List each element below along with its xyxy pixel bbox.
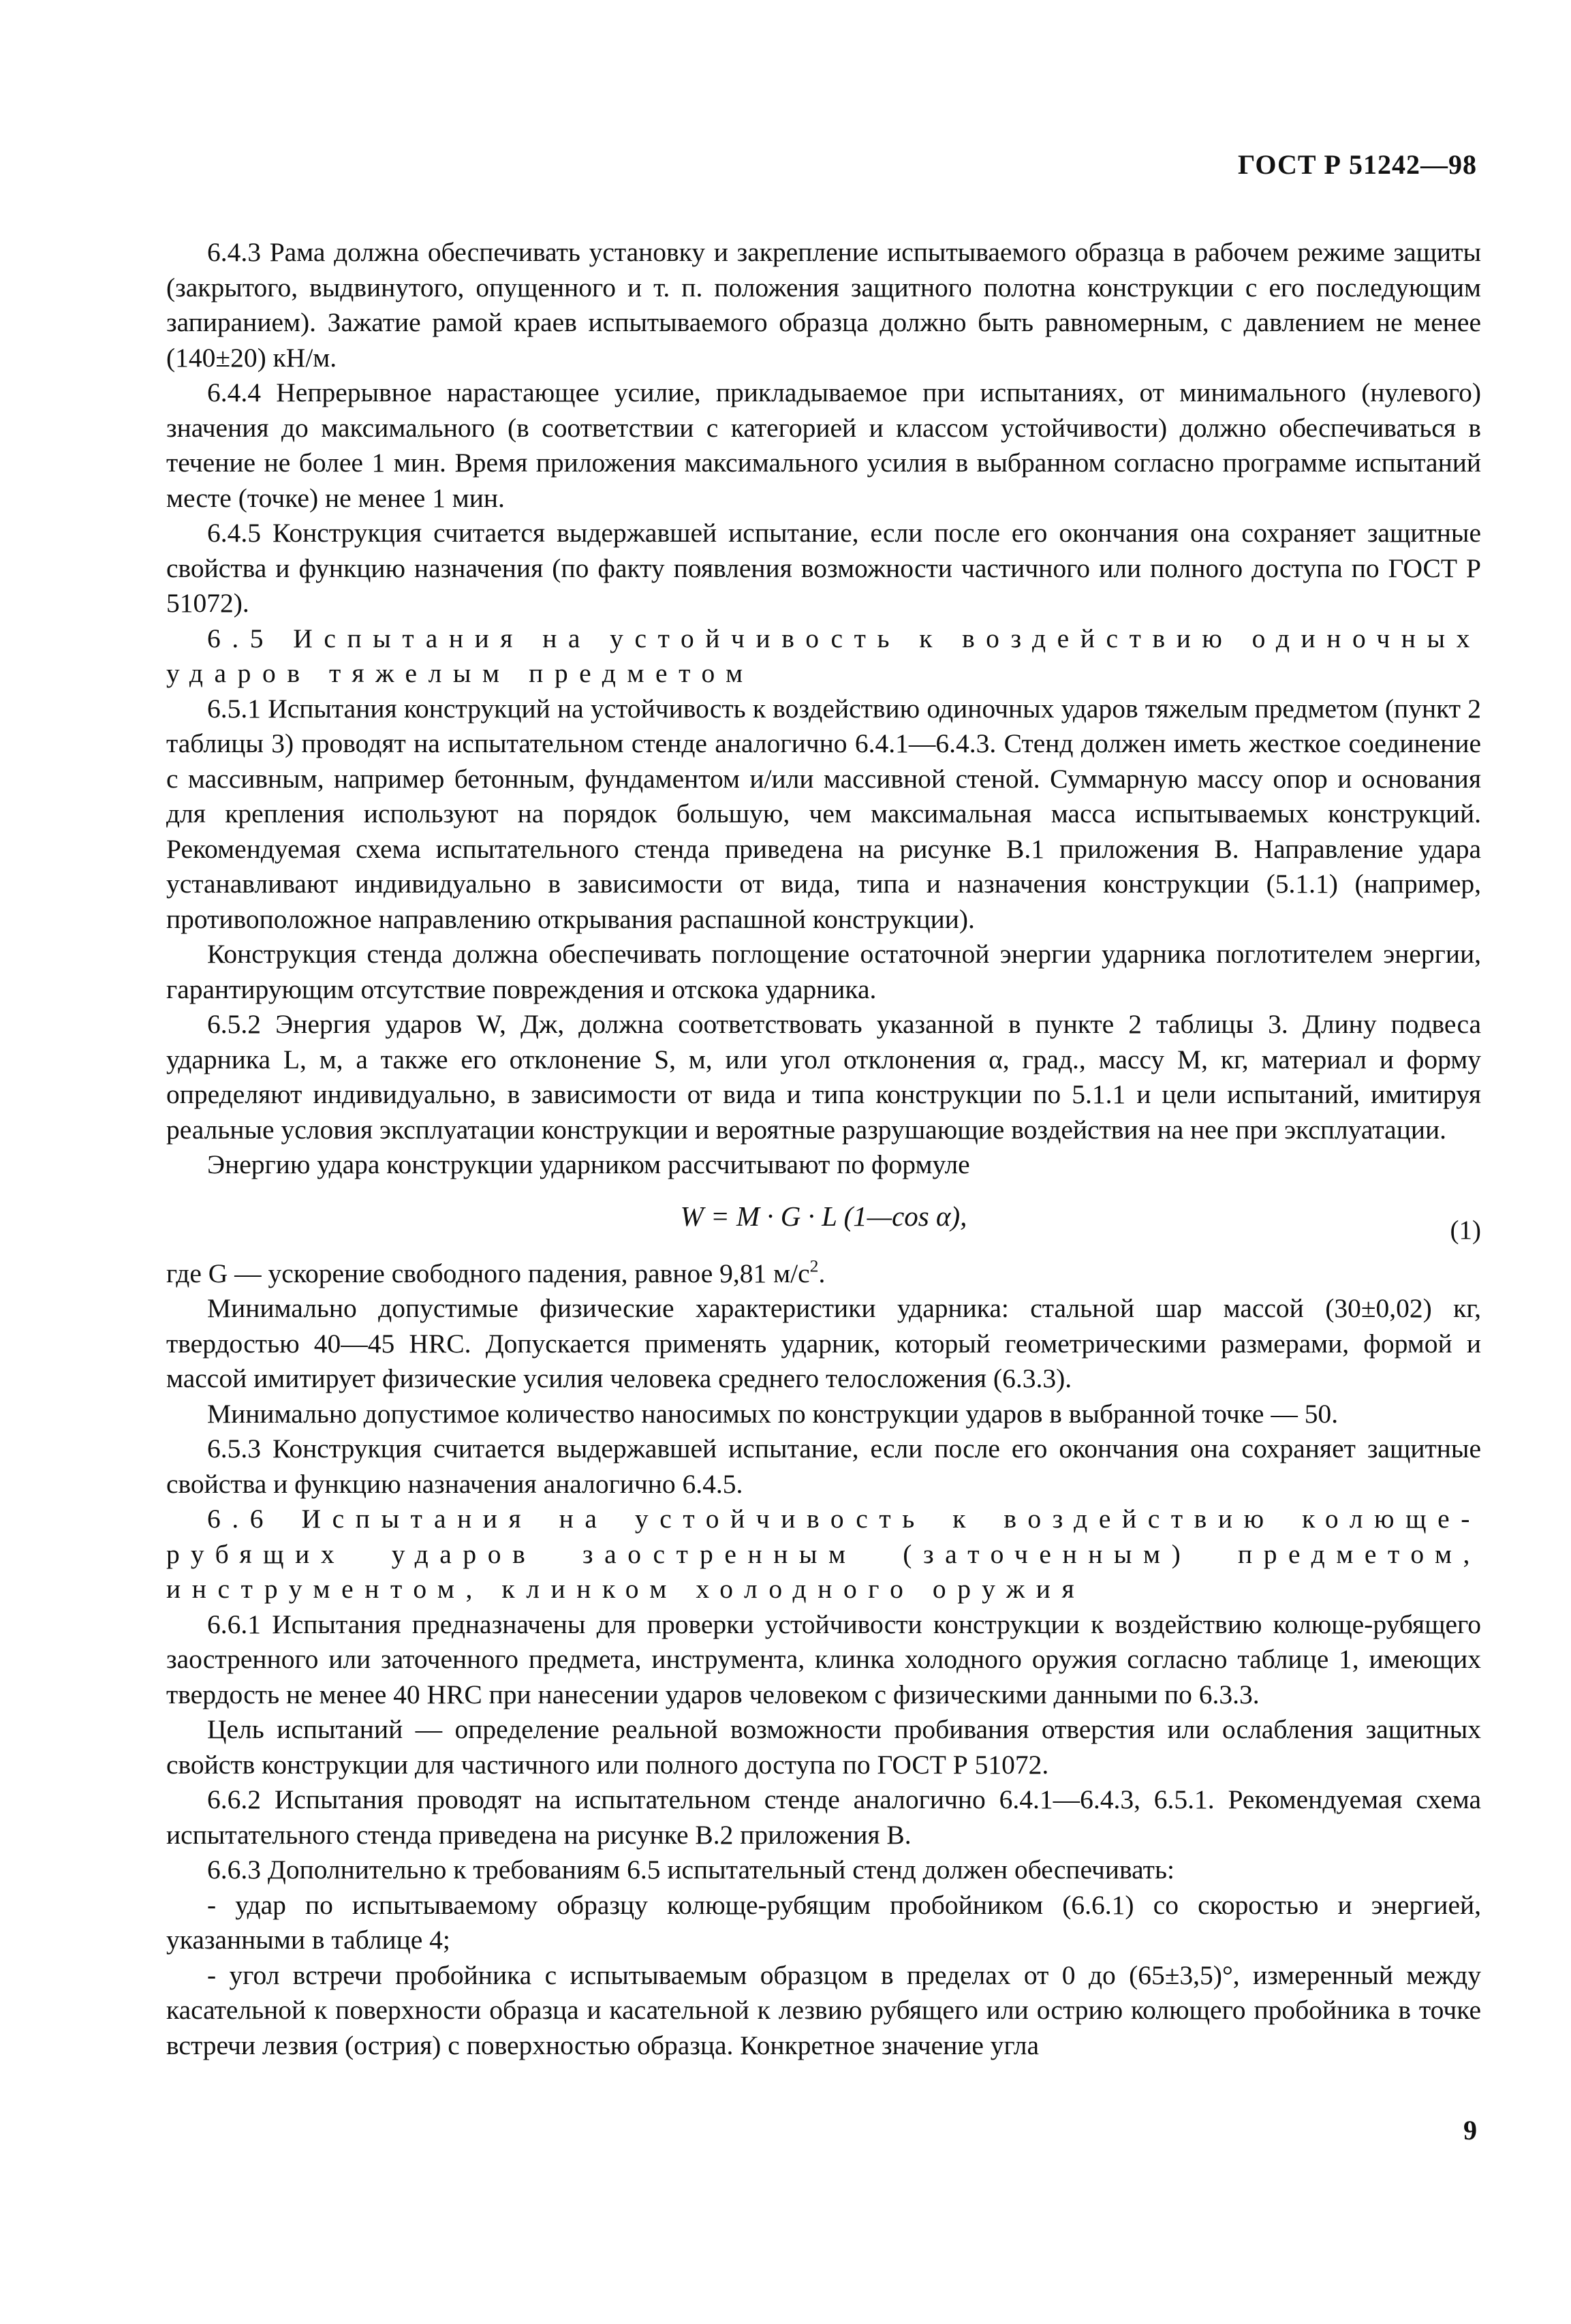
paragraph-6-4-5: 6.4.5 Конструкция считается выдержавшей испытание, если после его окончания она сохраняет защитные свойства и функцию назначения (по факту появления возможности частичного или полного доступа по ГОСТ Р 51072). (166, 518, 1481, 618)
paragraph-formula-intro: Энергию удара конструкции ударником рассчитывают по формуле (207, 1149, 970, 1179)
where-superscript: 2 (809, 1256, 819, 1276)
where-end: . (818, 1258, 826, 1288)
paragraph-6-5-3: 6.5.3 Конструкция считается выдержавшей испытание, если после его окончания она сохраняет защитные свойства и функцию назначения аналогично 6.4.5. (166, 1434, 1481, 1499)
paragraph-test-goal: Цель испытаний — определение реальной возможности пробивания отверстия или ослабления защитных свойств конструкции для частичного или полного доступа по ГОСТ Р 51072. (166, 1714, 1481, 1780)
section-heading-6-5: 6.5 Испытания на устойчивость к воздействию одиночных ударов тяжелым предметом (166, 623, 1481, 688)
formula-block (166, 1187, 1481, 1255)
formula-where-line (166, 1256, 1481, 1292)
where-text: где G — ускорение свободного падения, равное 9,81 м/с (166, 1258, 810, 1288)
paragraph-striker-characteristics: Минимально допустимые физические характеристики ударника: стальной шар массой (30±0,02) кг, твердостью 40—45 HRC. Допускается применять ударник, который геометрическими размерами, формой и массой имитирует физические усилия человека среднего телосложения (6.3.3). (166, 1293, 1481, 1393)
document-code-header: ГОСТ Р 51242—98 (1237, 149, 1477, 180)
paragraph-6-5-1: 6.5.1 Испытания конструкций на устойчивость к воздействию одиночных ударов тяжелым предметом (пункт 2 таблицы 3) проводят на испытательном стенде аналогично 6.4.1—6.4.3. Стенд должен иметь жесткое соединение с массивным, например бетонным, фундаментом и/или массивной стеной. Суммарную массу опор и основания для крепления используют на порядок большую, чем максимальная масса испытываемых конструкций. Рекомендуемая схема испытательного стенда приведена на рисунке В.1 приложения В. Направление удара устанавливают индивидуально в зависимости от вида, типа и назначения конструкции (5.1.1) (например, противоположное направлению открывания распашной конструкции). (166, 693, 1481, 934)
paragraph-6-6-3: 6.6.3 Дополнительно к требованиям 6.5 испытательный стенд должен обеспечивать: (207, 1855, 1175, 1885)
list-item-angle: - угол встречи пробойника с испытываемым образцом в пределах от 0 до (65±3,5)°, измеренный между касательной к поверхности образца и касательной к лезвию рубящего или острию колющего пробойника в точке встречи лезвия (острия) с поверхностью образца. Конкретное значение угла (166, 1959, 1481, 2060)
paragraph-stand-design: Конструкция стенда должна обеспечивать поглощение остаточной энергии ударника поглотителем энергии, гарантирующим отсутствие повреждения и отскока ударника. (166, 939, 1481, 1004)
formula-number: (1) (1450, 1215, 1481, 1245)
page-number: 9 (1463, 2115, 1477, 2145)
section-heading-6-6: 6.6 Испытания на устойчивость к воздействию колюще-рубящих ударов заостренным (заточенным) предметом, инструментом, клинком холодного оружия (166, 1504, 1481, 1604)
paragraph-6-6-1: 6.6.1 Испытания предназначены для проверки устойчивости конструкции к воздействию колюще-рубящего заостренного или заточенного предмета, инструмента, клинка холодного оружия согласно таблице 1, имеющих твердость не менее 40 HRC при нанесении ударов человеком с физическими данными по 6.3.3. (166, 1609, 1481, 1709)
document-body (166, 235, 1481, 2063)
paragraph-6-4-3: 6.4.3 Рама должна обеспечивать установку и закрепление испытываемого образца в рабочем режиме защиты (закрытого, выдвинутого, опущенного и т. п. положения защитного полотна конструкции с его последующим запиранием). Зажатие рамой краев испытываемого образца должно быть равномерным, с давлением не менее (140±20) кН/м. (166, 237, 1481, 373)
list-item-strike: - удар по испытываемому образцу колюще-рубящим пробойником (6.6.1) со скоростью и энергией, указанными в таблице 4; (166, 1889, 1481, 1955)
paragraph-min-strikes: Минимально допустимое количество наносимых по конструкции ударов в выбранной точке — 50. (207, 1398, 1339, 1429)
paragraph-6-4-4: 6.4.4 Непрерывное нарастающее усилие, прикладываемое при испытаниях, от минимального (нулевого) значения до максимального (в соответствии с категорией и классом устойчивости) должно обеспечиваться в течение не более 1 мин. Время приложения максимального усилия в выбранном согласно программе испытаний месте (точке) не менее 1 мин. (166, 377, 1481, 513)
energy-formula: W = M · G · L (1—cos α), (680, 1200, 967, 1232)
paragraph-6-6-2: 6.6.2 Испытания проводят на испытательном стенде аналогично 6.4.1—6.4.3, 6.5.1. Рекомендуемая схема испытательного стенда приведена на рисунке В.2 приложения В. (166, 1784, 1481, 1850)
paragraph-6-5-2: 6.5.2 Энергия ударов W, Дж, должна соответствовать указанной в пункте 2 таблицы 3. Длину подвеса ударника L, м, а также его отклонение S, м, или угол отклонения α, град., массу M, кг, материал и форму определяют индивидуально, в зависимости от вида и типа конструкции по 5.1.1 и цели испытаний, имитируя реальные условия эксплуатации конструкции и вероятные разрушающие воздействия на нее при эксплуатации. (166, 1009, 1481, 1145)
